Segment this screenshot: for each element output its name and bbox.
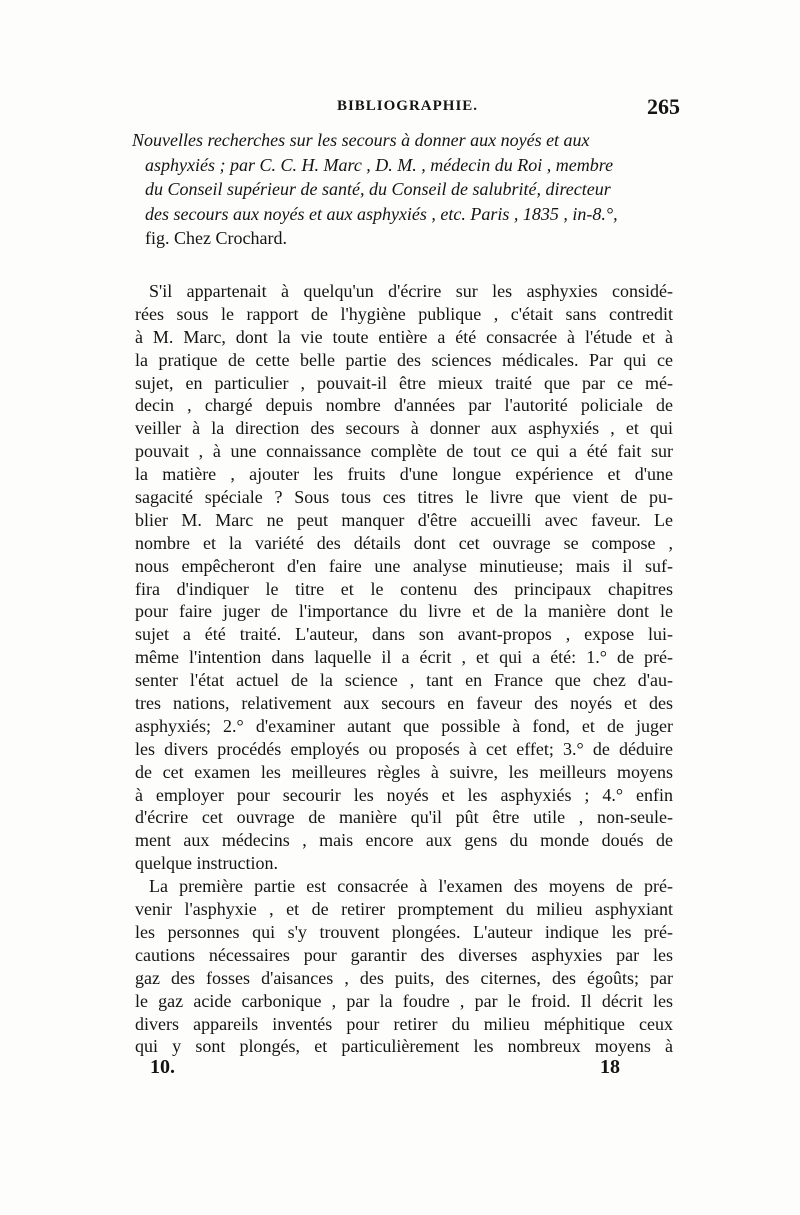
body-line: le gaz acide carbonique , par la foudre , par le froid. Il décrit les [135,990,673,1011]
gathering-signature: 18 [600,1056,620,1078]
body-line: nombre et la variété des détails dont cet ouvrage se compose , [135,532,673,553]
body-line: La première partie est consacrée à l'examen des moyens de pré- [149,876,673,897]
body-line: qui y sont plongés, et particulièrement les nombreux moyens à [135,1036,673,1057]
body-line: d'écrire cet ouvrage de manière qu'il pût être utile , non-seule- [135,807,673,828]
body-line: sujet a été traité. L'auteur, dans son avant-propos , expose lui- [135,624,673,645]
body-line: à M. Marc, dont la vie toute entière a été consacrée à l'étude et à [135,326,673,347]
body-line: la pratique de cette belle partie des sciences médicales. Par qui ce [135,349,673,370]
running-title: BIBLIOGRAPHIE. [336,98,479,114]
body-line: même l'intention dans laquelle il a écrit , et qui a été: 1.° de pré- [135,647,673,668]
body-line: sagacité spéciale ? Sous tous ces titres le livre que vient de pu- [135,487,673,508]
body-line: tres nations, relativement aux secours en faveur des noyés et des [135,693,673,714]
citation-line: Nouvelles recherches sur les secours à donner aux noyés et aux [132,130,590,150]
page-number: 265 [647,94,680,119]
body-line: venir l'asphyxie , et de retirer promptement du milieu asphyxiant [135,899,673,920]
body-line: quelque instruction. [135,853,278,874]
volume-number: 10. [150,1056,175,1078]
body-line: les divers procédés employés ou proposés à cet effet; 3.° de déduire [135,738,673,759]
body-line: les personnes qui s'y trouvent plongées. L'auteur indique les pré- [135,921,673,942]
page-footer [150,1056,620,1080]
body-line: fira d'indiquer le titre et le contenu des principaux chapitres [135,578,673,599]
body-line: la matière , ajouter les fruits d'une longue expérience et d'une [135,464,673,485]
body-line: blier M. Marc ne peut manquer d'être accueilli avec faveur. Le [135,509,673,530]
bibliographic-citation [132,128,675,251]
body-line: asphyxiés; 2.° d'examiner autant que possible à fond, et de juger [135,715,673,736]
body-line: à employer pour secourir les noyés et les asphyxiés ; 4.° enfin [135,784,673,805]
body-line: veiller à la direction des secours à donner aux asphyxiés , et qui [135,418,673,439]
body-line: de cet examen les meilleures règles à suivre, les meilleurs moyens [135,761,673,782]
citation-line: asphyxiés ; par C. C. H. Marc , D. M. , médecin du Roi , membre [145,154,614,175]
citation-line: fig. Chez Crochard. [145,228,287,249]
page-header [135,94,680,122]
body-line: pouvait , à une connaissance complète de tout ce qui a été fait sur [135,441,673,462]
body-line: pour faire juger de l'importance du livre et de la manière dont le [135,601,673,622]
body-line: cautions nécessaires pour garantir des diverses asphyxies par les [135,944,673,965]
body-line: gaz des fosses d'aisances , des puits, des citernes, des égoûts; par [135,967,673,988]
body-line: ment aux médecins , mais encore aux gens du monde doués de [135,830,673,851]
body-line: divers appareils inventés pour retirer du milieu méphitique ceux [135,1013,673,1034]
body-line: sujet, en particulier , pouvait-il être mieux traité que par ce mé- [135,372,673,393]
citation-line: du Conseil supérieur de santé, du Conseil de salubrité, directeur [145,179,611,200]
body-line: rées sous le rapport de l'hygiène publique , c'était sans contredit [135,303,673,324]
body-line: nous empêcheront d'en faire une analyse minutieuse; mais il suf- [135,555,673,576]
body-line: senter l'état actuel de la science , tant en France que chez d'au- [135,670,673,691]
body-line: S'il appartenait à quelqu'un d'écrire sur les asphyxies considé- [149,281,673,301]
body-line: decin , chargé depuis nombre d'années par l'autorité policiale de [135,395,673,416]
review-body [135,280,673,1058]
citation-line: des secours aux noyés et aux asphyxiés , etc. Paris , 1835 , in-8.°, [145,203,618,224]
